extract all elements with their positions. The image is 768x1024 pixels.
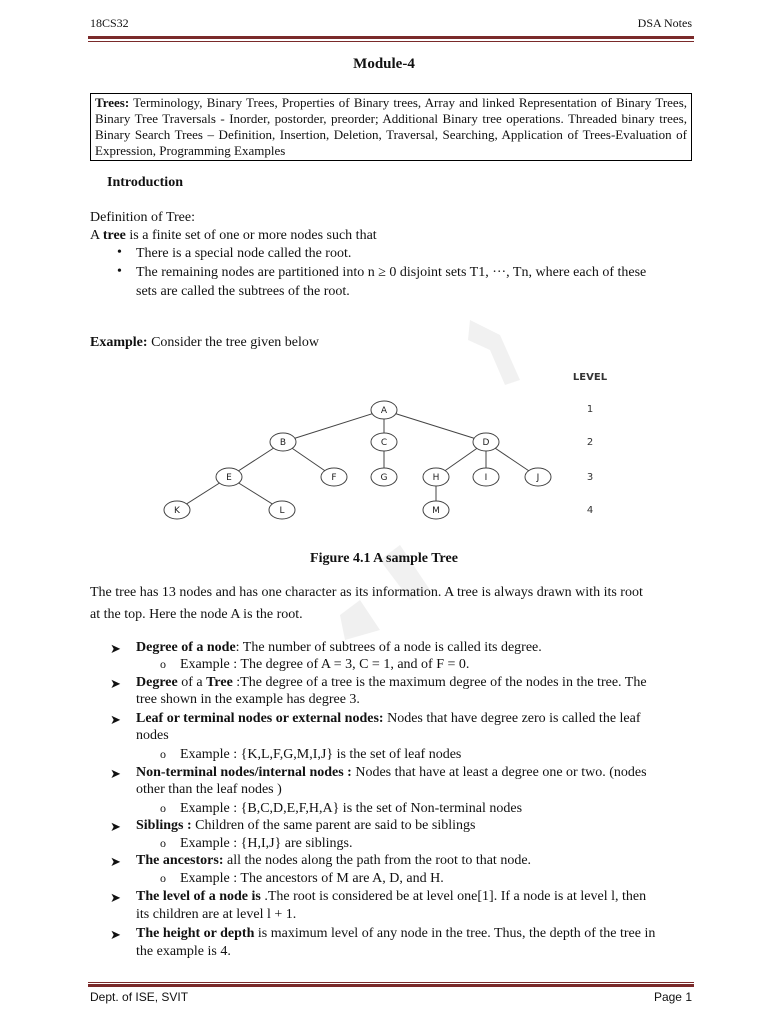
term-bold: Siblings : [136, 818, 192, 833]
footer-rule-thin [88, 982, 694, 983]
node-label: I [484, 473, 488, 483]
bullet-dot: • [117, 245, 122, 260]
course-code: 18CS32 [90, 16, 129, 30]
arrow-bullet-icon: ➤ [110, 641, 121, 656]
term-item [136, 639, 692, 656]
arrow-bullet-icon: ➤ [110, 890, 121, 905]
level-number: 1 [586, 404, 594, 415]
level-number: 3 [586, 472, 594, 483]
department: Dept. of ISE, SVIT [90, 990, 189, 1004]
example-text: Consider the tree given below [147, 335, 320, 350]
term-item [136, 674, 692, 691]
term-text: Children of the same parent are said to be siblings [191, 818, 476, 833]
node-label: L [279, 506, 285, 516]
node-label: F [331, 473, 337, 483]
definition-bullet-cont: sets are called the subtrees of the root. [136, 284, 350, 299]
arrow-bullet-icon: ➤ [110, 927, 121, 942]
term-item [136, 764, 692, 781]
figure-caption: Figure 4.1 A sample Tree [310, 551, 458, 566]
term-example: Example : {H,I,J} are siblings. [180, 836, 353, 851]
definition-bullet: The remaining nodes are partitioned into n ≥ 0 disjoint sets T1, ···, Tn, where each of these [136, 265, 647, 280]
term-text: all the nodes along the path from the root to that node. [223, 853, 532, 868]
term-item [136, 888, 692, 905]
module-title: Module-4 [353, 56, 415, 72]
arrow-bullet-icon: ➤ [110, 676, 121, 691]
node-label: E [226, 473, 232, 483]
arrow-bullet-icon: ➤ [110, 819, 121, 834]
term-bold: Degree of a node [136, 640, 236, 655]
term-text: of a [177, 675, 207, 690]
term-item [136, 852, 692, 869]
bullet-dot: • [117, 264, 122, 279]
node-label: G [380, 473, 388, 483]
level-number: 4 [586, 505, 594, 516]
term-bold: The ancestors: [136, 853, 224, 868]
term-example: Example : The ancestors of M are A, D, and H. [180, 871, 444, 886]
circle-bullet-icon: o [160, 657, 166, 671]
term-text: Nodes that have at least a degree one or two. (nodes [351, 765, 647, 780]
definition-term: tree [102, 228, 126, 243]
term-cont: its children are at level l + 1. [136, 907, 297, 922]
notes-title: DSA Notes [637, 16, 692, 30]
term-text: : The number of subtrees of a node is called its degree. [235, 640, 542, 655]
definition-heading: Definition of Tree: [90, 210, 195, 225]
node-label: A [380, 406, 388, 416]
term-cont: nodes [136, 728, 169, 743]
intro-heading: Introduction [107, 175, 183, 190]
arrow-bullet-icon: ➤ [110, 712, 121, 727]
term-bold: The level of a node is [136, 889, 261, 904]
circle-bullet-icon: o [160, 871, 166, 885]
node-label: C [380, 438, 388, 448]
definition-bullet: There is a special node called the root. [136, 246, 352, 261]
term-example: Example : The degree of A = 3, C = 1, and of F = 0. [180, 657, 470, 672]
term-cont: other than the leaf nodes ) [136, 782, 282, 797]
term-text: Nodes that have degree zero is called the leaf [383, 711, 641, 726]
arrow-bullet-icon: ➤ [110, 766, 121, 781]
circle-bullet-icon: o [160, 747, 166, 761]
node-label: B [279, 438, 287, 448]
tree-edge [384, 410, 486, 442]
term-item [136, 925, 692, 942]
example-label: Example: [90, 335, 148, 350]
definition-post: is a finite set of one or more nodes such that [125, 228, 377, 243]
term-bold: Tree [206, 675, 233, 690]
tree-edge [283, 410, 384, 442]
term-example: Example : {K,L,F,G,M,I,J} is the set of leaf nodes [180, 747, 462, 762]
circle-bullet-icon: o [160, 836, 166, 850]
term-text: :The degree of a tree is the maximum degree of the nodes in the tree. The [232, 675, 647, 690]
term-cont: tree shown in the example has degree 3. [136, 692, 360, 707]
term-example: Example : {B,C,D,E,F,H,A} is the set of Non-terminal nodes [180, 801, 523, 816]
syllabus-text: Terminology, Binary Trees, Properties of Binary trees, Array and linked Representation of Binary Trees, Binary Tree Traversals - Inorder, postorder, preorder; Additional Binary tree operations. Threaded binary trees, Binary Search Trees – Definition, Insertion, Deletion, Traversal, Searching, Application of Trees-Evaluation of Expression, Programming Examples [95, 95, 688, 158]
term-text: is maximum level of any node in the tree. Thus, the depth of the tree in [254, 926, 656, 941]
term-item [136, 710, 692, 727]
page-number: Page 1 [653, 990, 692, 1004]
footer-rule [88, 984, 694, 987]
syllabus-label: Trees: [95, 95, 130, 110]
term-bold: Degree [136, 675, 178, 690]
definition-pre: A [90, 228, 103, 243]
node-label: J [536, 473, 540, 483]
term-cont: the example is 4. [136, 944, 231, 959]
node-label: H [432, 473, 440, 483]
node-label: K [174, 506, 180, 516]
term-bold: Non-terminal nodes/internal nodes : [136, 765, 352, 780]
level-header: LEVEL [572, 372, 608, 383]
circle-bullet-icon: o [160, 801, 166, 815]
level-number: 2 [586, 437, 594, 448]
node-label: D [482, 438, 490, 448]
paragraph-line: The tree has 13 nodes and has one character as its information. A tree is always drawn with its root [90, 585, 643, 600]
term-text: .The root is considered be at level one[1]. If a node is at level l, then [260, 889, 647, 904]
term-bold: Leaf or terminal nodes or external nodes: [136, 711, 384, 726]
arrow-bullet-icon: ➤ [110, 854, 121, 869]
paragraph-line: at the top. Here the node A is the root. [90, 607, 303, 622]
term-bold: The height or depth [136, 926, 255, 941]
node-label: M [432, 506, 440, 516]
term-item [136, 817, 692, 834]
